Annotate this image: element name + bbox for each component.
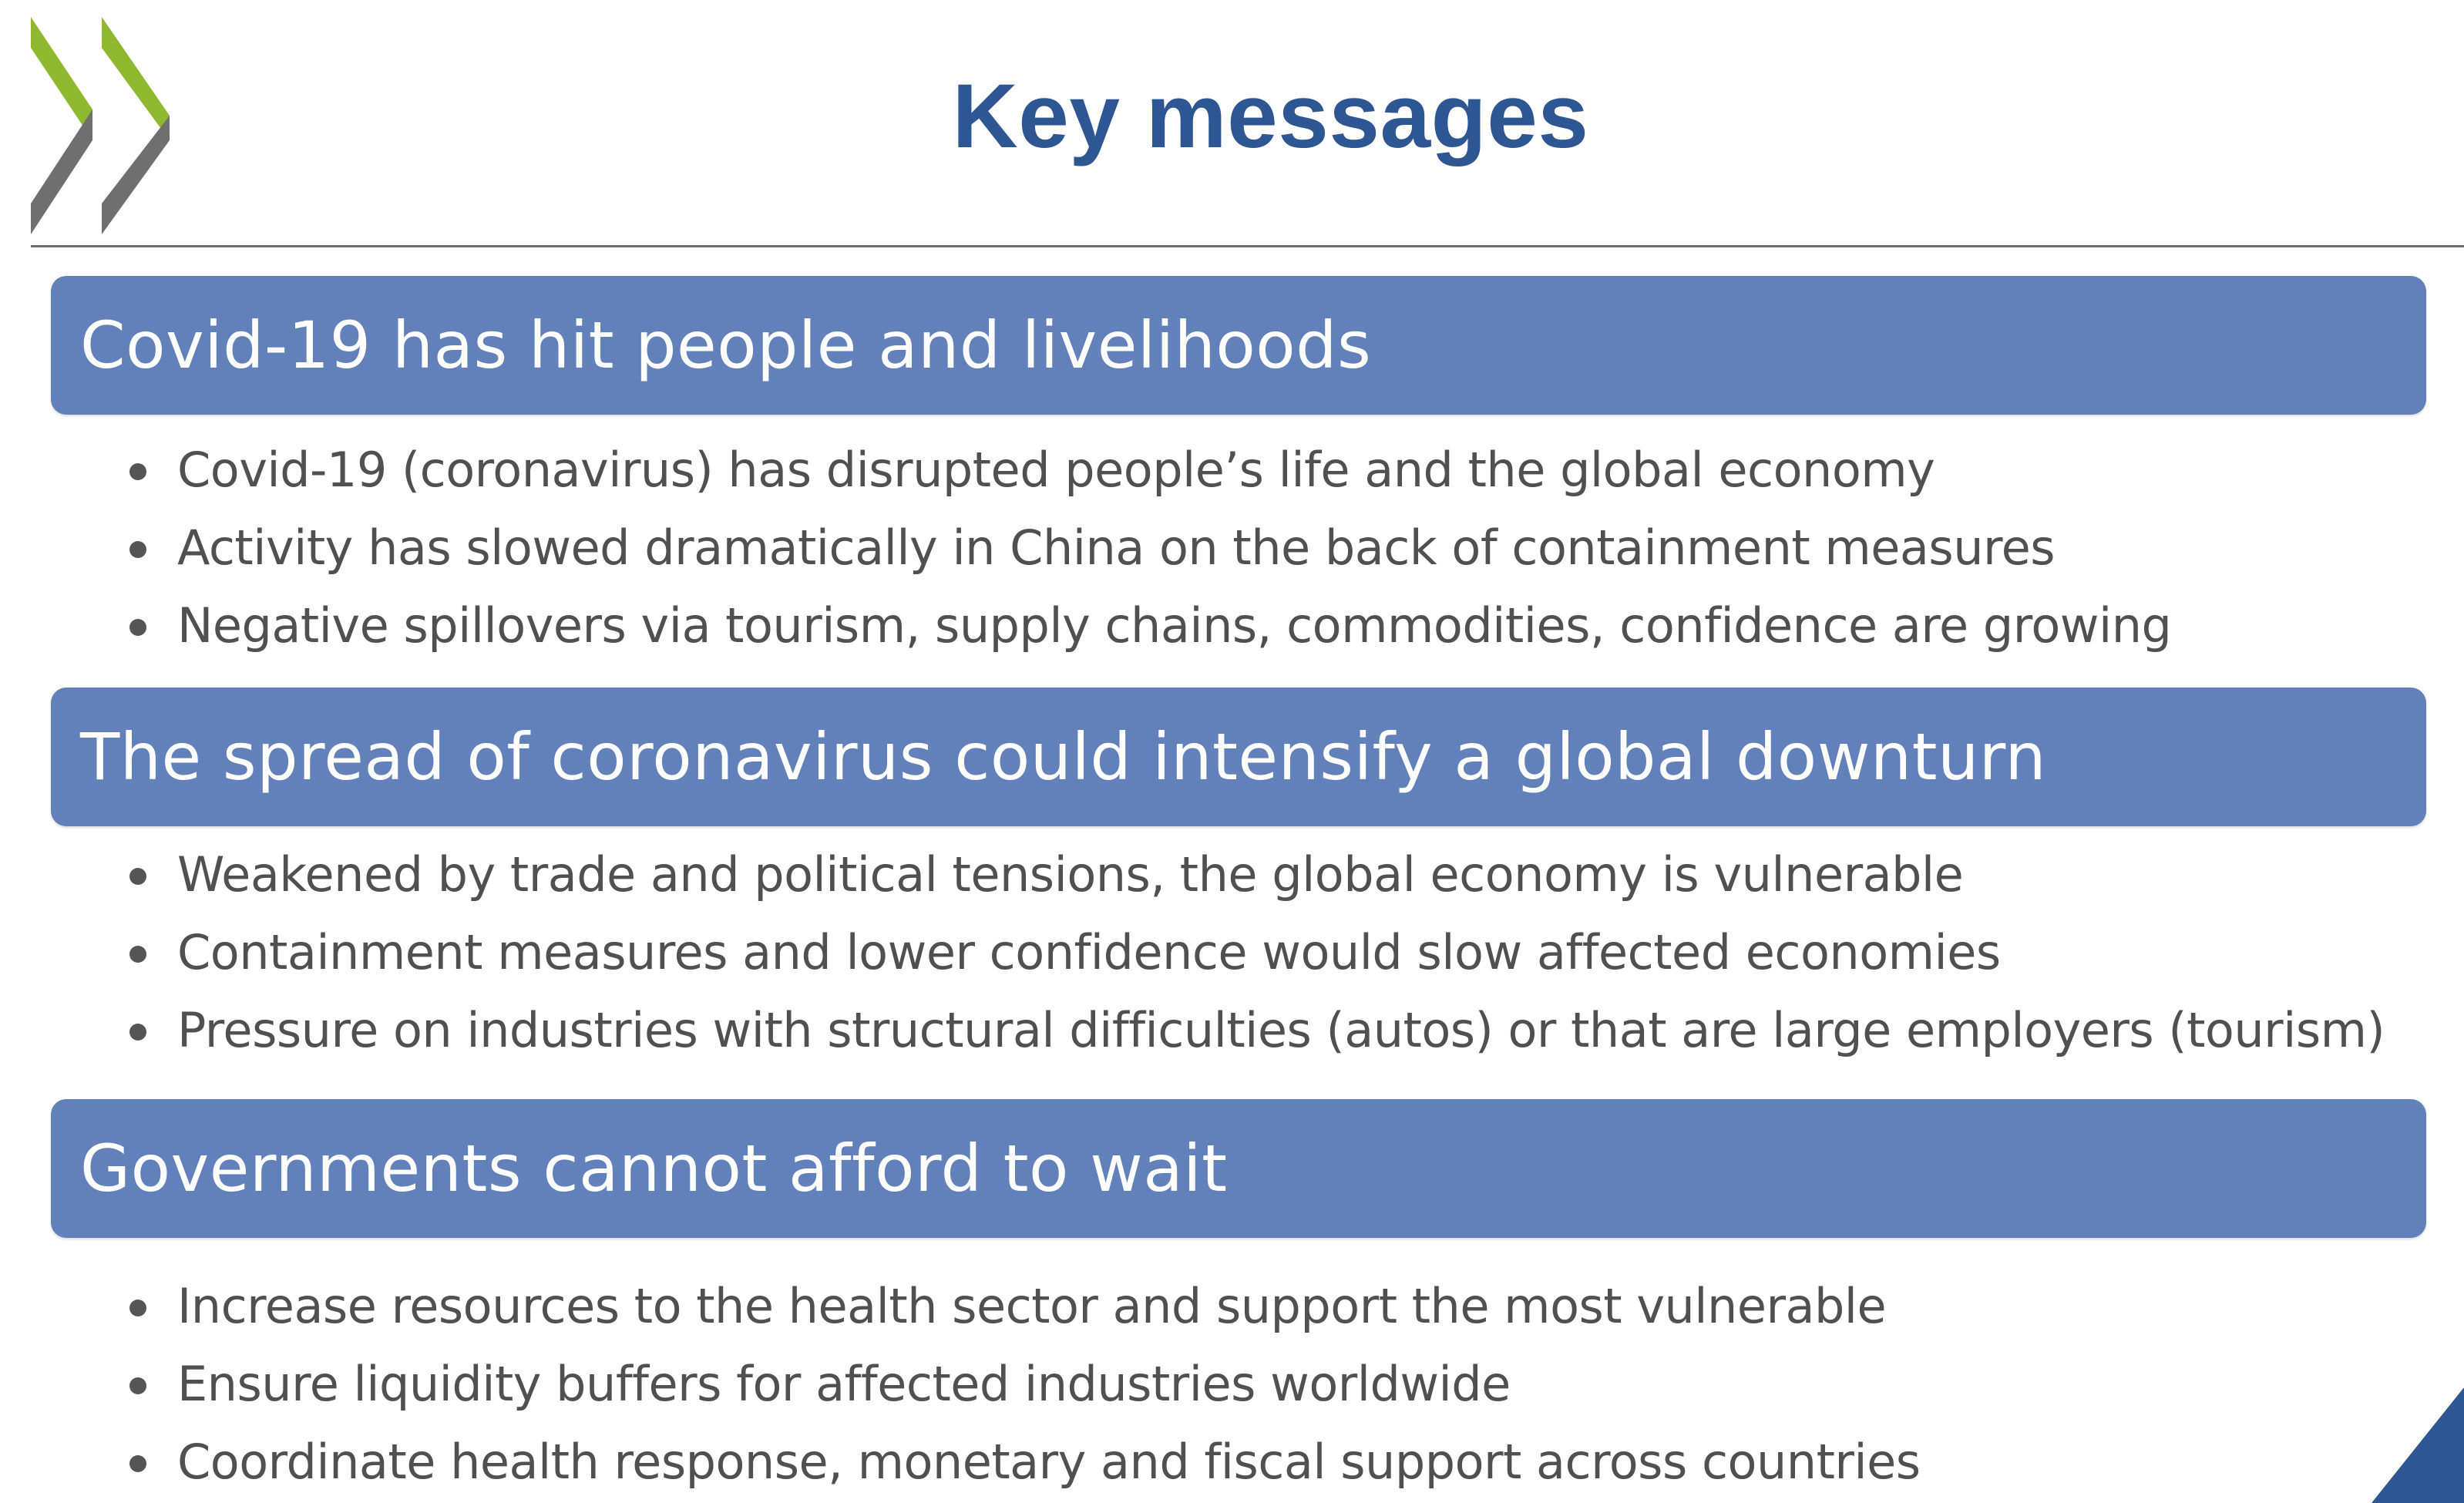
bullet-text: Weakened by trade and political tensions, the global economy is vulnerable xyxy=(177,846,1964,903)
section-2-bullet-list xyxy=(123,836,2385,1069)
bullet-text: Negative spillovers via tourism, supply chains, commodities, confidence are growing xyxy=(177,597,2172,654)
section-3-bullet-list xyxy=(123,1267,1921,1501)
bullet-icon xyxy=(129,619,146,636)
bullet-icon xyxy=(129,868,146,885)
bullet-text: Pressure on industries with structural difficulties (autos) or that are large employers (tourism) xyxy=(177,1002,2385,1058)
bullet-icon xyxy=(129,1377,146,1394)
page-title: Key messages xyxy=(952,66,1589,167)
bullet-icon xyxy=(129,541,146,558)
list-item xyxy=(123,913,2385,991)
bullet-icon xyxy=(129,946,146,963)
list-item xyxy=(123,991,2385,1069)
corner-accent-triangle xyxy=(2372,1387,2464,1503)
section-header-1: Covid-19 has hit people and livelihoods xyxy=(51,276,2426,415)
section-header-2: The spread of coronavirus could intensify a global downturn xyxy=(51,688,2426,826)
section-header-3: Governments cannot afford to wait xyxy=(51,1099,2426,1238)
list-item xyxy=(123,836,2385,913)
list-item xyxy=(123,1423,1921,1501)
list-item xyxy=(123,587,2171,664)
list-item xyxy=(123,509,2171,587)
list-item xyxy=(123,431,2171,509)
bullet-text: Activity has slowed dramatically in China on the back of containment measures xyxy=(177,519,2056,576)
list-item xyxy=(123,1267,1921,1345)
bullet-text: Ensure liquidity buffers for affected industries worldwide xyxy=(177,1356,1511,1412)
bullet-text: Containment measures and lower confidence would slow affected economies xyxy=(177,924,2001,980)
list-item xyxy=(123,1345,1921,1423)
bullet-icon xyxy=(129,1300,146,1316)
bullet-text: Increase resources to the health sector and support the most vulnerable xyxy=(177,1278,1887,1334)
bullet-text: Coordinate health response, monetary and fiscal support across countries xyxy=(177,1434,1921,1490)
section-1-bullet-list xyxy=(123,431,2171,664)
title-divider xyxy=(31,245,2464,247)
bullet-icon xyxy=(129,1024,146,1041)
bullet-icon xyxy=(129,463,146,480)
bullet-icon xyxy=(129,1455,146,1472)
bullet-text: Covid-19 (coronavirus) has disrupted people’s life and the global economy xyxy=(177,442,1935,498)
